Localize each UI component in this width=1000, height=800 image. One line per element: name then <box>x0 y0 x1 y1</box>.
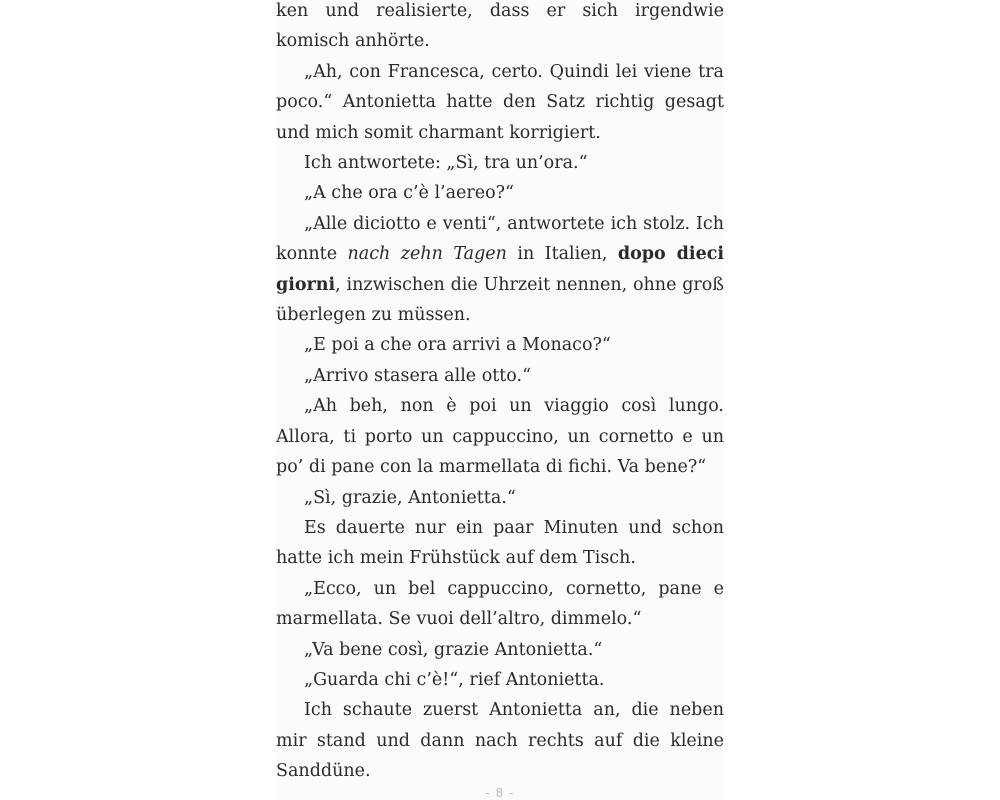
paragraph-8: „Ah beh, non è poi un viaggio così lungo. Allora, ti porto un cappuccino, un cornetto e un po’ di pane con la marmellata di fichi. Va bene?“ <box>276 396 724 478</box>
paragraph-5-italic: nach zehn Tagen <box>347 244 507 265</box>
paragraph-4: „A che ora c’è l’aereo?“ <box>304 183 514 204</box>
paragraph-5-bold: dopo dieci giorni <box>276 244 725 295</box>
paragraph-7: „Arrivo stasera alle otto.“ <box>304 365 532 386</box>
paragraph-1: ken und realisierte, dass er sich irgendwie komisch anhörte. <box>276 1 724 52</box>
paragraph-9: „Sì, grazie, Antonietta.“ <box>304 487 516 508</box>
paragraph-5-lead: „Alle diciotto e venti“, antwortete ich stolz. Ich konnte <box>276 213 724 265</box>
paragraph-5 <box>276 209 724 331</box>
paragraph-6: „E poi a che ora arrivi a Monaco?“ <box>304 335 611 356</box>
paragraph-5-tail: , inzwischen die Uhrzeit nennen, ohne groß überlegen zu müssen. <box>276 274 724 326</box>
paragraph-2: „Ah, con Francesca, certo. Quindi lei viene tra poco.“ Antonietta hatte den Satz richtig gesagt und mich somit charmant korrigiert. <box>276 61 724 143</box>
paragraph-10: Es dauerte nur ein paar Minuten und schon hatte ich mein Frühstück auf dem Tisch. <box>276 517 724 569</box>
page-body <box>276 0 724 787</box>
paragraph-12: „Va bene così, grazie Antonietta.“ <box>304 639 603 660</box>
paragraph-11: „Ecco, un bel cappuccino, cornetto, pane e marmellata. Se vuoi dell’altro, dimmelo.“ <box>276 578 724 630</box>
paragraph-13: „Guarda chi c’è!“, rief Antonietta. <box>304 669 605 690</box>
paragraph-5-mid: in Italien, <box>506 244 618 265</box>
page-number: - 8 - <box>485 786 515 800</box>
paragraph-14: Ich schaute zuerst Antonietta an, die neben mir stand und dann nach rechts auf die kleine Sanddüne. <box>276 700 724 782</box>
paragraph-3: Ich antwortete: „Sì, tra un’ora.“ <box>304 153 588 174</box>
